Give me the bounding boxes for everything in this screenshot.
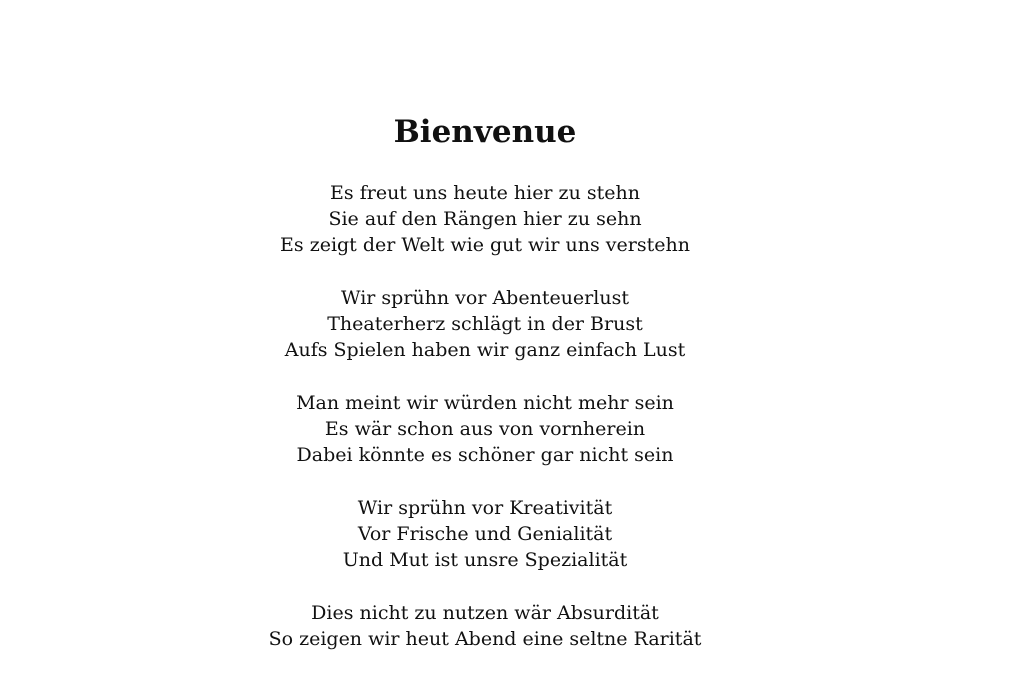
poem-line: Vor Frische und Genialität <box>357 523 613 545</box>
stanza-4 <box>0 495 970 573</box>
stanza-3 <box>0 390 970 468</box>
poem-line: Theaterherz schlägt in der Brust <box>327 313 643 335</box>
poem-line: Und Mut ist unsre Spezialität <box>342 549 628 571</box>
poem-line: So zeigen wir heut Abend eine seltne Rarität <box>268 628 702 650</box>
poem-line: Es zeigt der Welt wie gut wir uns verstehn <box>280 234 690 256</box>
poem-line: Aufs Spielen haben wir ganz einfach Lust <box>284 339 686 361</box>
poem-body <box>0 180 970 679</box>
poem-line: Dies nicht zu nutzen wär Absurdität <box>311 602 659 624</box>
poem-line: Sie auf den Rängen hier zu sehn <box>328 208 642 230</box>
poem-line: Es freut uns heute hier zu stehn <box>330 182 640 204</box>
poem-line: Dabei könnte es schöner gar nicht sein <box>296 444 674 466</box>
stanza-5 <box>0 600 970 652</box>
stanza-1 <box>0 180 970 258</box>
poem-line: Es wär schon aus von vornherein <box>324 418 646 440</box>
stanza-2 <box>0 285 970 363</box>
poem-line: Wir sprühn vor Kreativität <box>357 497 613 519</box>
poem-line: Wir sprühn vor Abenteuerlust <box>341 287 629 309</box>
poem-line: Man meint wir würden nicht mehr sein <box>296 392 674 414</box>
poem-title: Bienvenue <box>393 114 577 150</box>
